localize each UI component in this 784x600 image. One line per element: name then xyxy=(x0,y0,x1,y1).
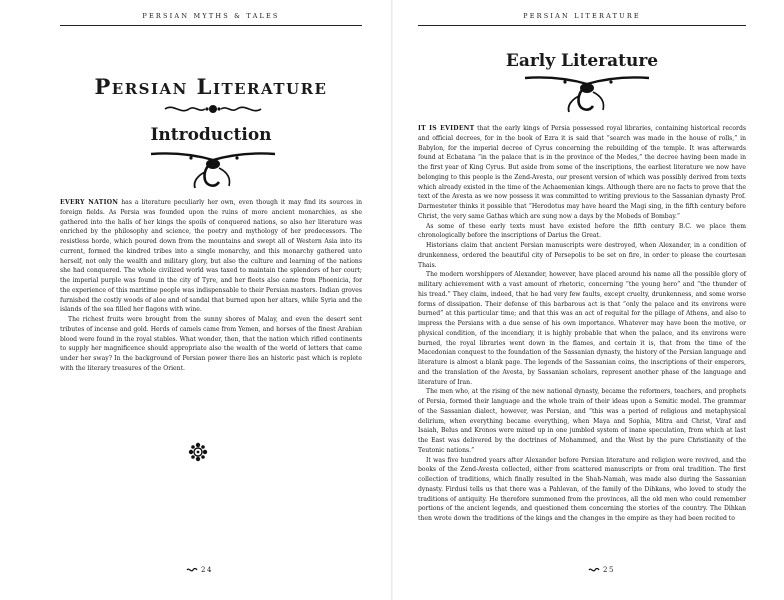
paragraph: The modern worshippers of Alexander, however, have placed around his name all the possible glory of military achievement with a vast amount of rhetoric, concerning “the young hero” and “the thunder of his tread.” They claim, indeed, that he had very few faults, except cruelty, drunkenness, and some worse forms of dissipation. Their defense of this barbarous act is that “only the palace and its environs were burned” at this particular time; and that this was an act of requital for the pillage of Athens, and also to impress the Persians with a due sense of his own importance. Whatever may have been the motive, or physical condition, of the incendiary, it is highly probable that when the palace, and its environs were burned, the royal libraries went down in the flames, and certain it is, that from the time of the Macedonian conquest to the foundation of the Sassanian dynasty, the history of the Persian language and literature is almost a blank page. The legends of the Sassanian coins, the inscriptions of their emperors, and the translation of the Avesta, by Sassanian scholars, represent another phase of the language and literature of Iran. xyxy=(418,271,746,386)
folio-ornament-icon xyxy=(588,567,600,573)
paragraph: The men who, at the rising of the new national dynasty, became the reformers, teachers, and prophets of Persia, formed their language and the whole train of their ideas upon a Semitic model. The grammar of the Sassanian dialect, however, was Persian, and “this was a period of religious and metaphysical delirium, when everything became everything, when Maya and Sophia, Mitra and Christ, Viraf and Isaiah, Belus and Kronos were mixed up in one jumbled system of inane speculation, from which at last the East was delivered by the doctrines of Mohammed, and the West by the pure Christianity of the Teutonic nations.” xyxy=(418,388,746,454)
page-number-right xyxy=(588,566,615,574)
body-text-right xyxy=(418,124,746,524)
paragraph: As some of these early texts must have existed before the fifth century B.C. we place them chronologically before the inscriptions of Darius the Great. xyxy=(418,222,746,240)
ink-flourish-icon xyxy=(149,148,277,190)
chapter-title: Persian Literature xyxy=(94,74,328,99)
ink-flourish-icon xyxy=(523,72,651,114)
section-title-introduction: Introduction xyxy=(150,125,272,145)
scroll-ornament-icon xyxy=(161,101,265,117)
folio-number: 24 xyxy=(201,566,213,574)
page-number-left xyxy=(186,566,213,574)
lead-in: IT IS EVIDENT xyxy=(418,125,475,132)
folio-ornament-icon xyxy=(186,567,198,573)
paragraph: IT IS EVIDENT that the early kings of Persia possessed royal libraries, containing historical records and official decrees, for in the book of Ezra it is said that “search was made in the house of rolls,” in Babylon, for the imperial decree of Cyrus concerning the rebuilding of the temple. It was afterwards found at Ecbatana “in the palace that is in the province of the Medes,” the decree having been made in the first year of King Cyrus. But aside from some of the inscriptions, the earliest literature we now have belonging to this people is the Zend-Avesta, our present version of which was possibly derived from texts which already existed in the time of the Achaemenian kings. Although there are no facts to prove that the text of the Avesta as we now possess it was committed to writing previous to the Sassanian dynasty Prof. Darmesteter thinks it possible that “Herodotus may have heard the Magi sing, in the fifth century before Christ, the very same Gathas which are sung now a days by the Mobeds of Bombay.” xyxy=(418,125,746,220)
header-rule-left xyxy=(60,25,362,26)
paragraph: EVERY NATION has a literature peculiarly her own, even though it may find its sources in foreign fields. As Persia was founded upon the ruins of more ancient monarchies, as she gathered into the halls of her kings the spoils of conquered nations, so also her literature was enriched by the philosophy and science, the poetry and mythology of her predecessors. The resistless horde, which poured down from the mountains and swept all of Western Asia into its current, formed the kindred tribes into a single monarchy, and this monarchy gathered unto herself, not only the wealth and military glory, but also the culture and learning of the nations she had conquered. The whole civilized world was taxed to maintain the splendors of her court; the imperial purple was found in the city of Tyre, and her fleets also came from Phoenicia, for the experience of this maritime people was indispensable to their Persian masters. Indian groves furnished the costly woods of aloe and of sandal that burned upon her altars, while Syria and the islands of the sea filled her flagons with wine. xyxy=(60,199,363,314)
header-rule-right xyxy=(418,25,746,26)
rosette-icon xyxy=(188,442,208,462)
paragraph: It was five hundred years after Alexander before Persian literature and religion were revived, and the books of the Zend-Avesta collected, either from scattered manuscripts or from oral tradition. The first collection of traditions, which finally resulted in the Shah-Namah, was made also during the Sassanian dynasty. Firdusi tells us that there was a Pahlevan, of the family of the Dihkans, who loved to study the traditions of antiquity. He therefore summoned from the provinces, all the old men who could remember portions of the ancient legends, and questioned them concerning the stories of the country. The Dihkan then wrote down the traditions of the kings and the changes in the empire as they had been recited to xyxy=(418,456,746,522)
section-title-early-literature: Early Literature xyxy=(505,51,659,71)
body-text-left xyxy=(60,198,362,374)
right-page xyxy=(392,0,784,600)
paragraph: Historians claim that ancient Persian manuscripts were destroyed, when Alexander, in a condition of drunkenness, ordered the beautiful city of Persepolis to be set on fire, in order to please the courtesan Thais. xyxy=(418,242,746,269)
running-head-left: PERSIAN MYTHS & TALES xyxy=(142,12,280,20)
running-head-right: PERSIAN LITERATURE xyxy=(523,12,641,20)
folio-number: 25 xyxy=(603,566,615,574)
lead-in: EVERY NATION xyxy=(60,199,119,206)
paragraph: The richest fruits were brought from the sunny shores of Malay, and even the desert sent tributes of incense and gold. Herds of camels came from Yemen, and horses of the finest Arabian blood were found in the royal stables. What wonder, then, that the nation which rifled continents to supply her magnificence should appropriate also the wealth of the world of letters that came under her sway? In the background of Persian power there lies an historic past which is replete with the literary treasures of the Orient. xyxy=(60,316,362,372)
